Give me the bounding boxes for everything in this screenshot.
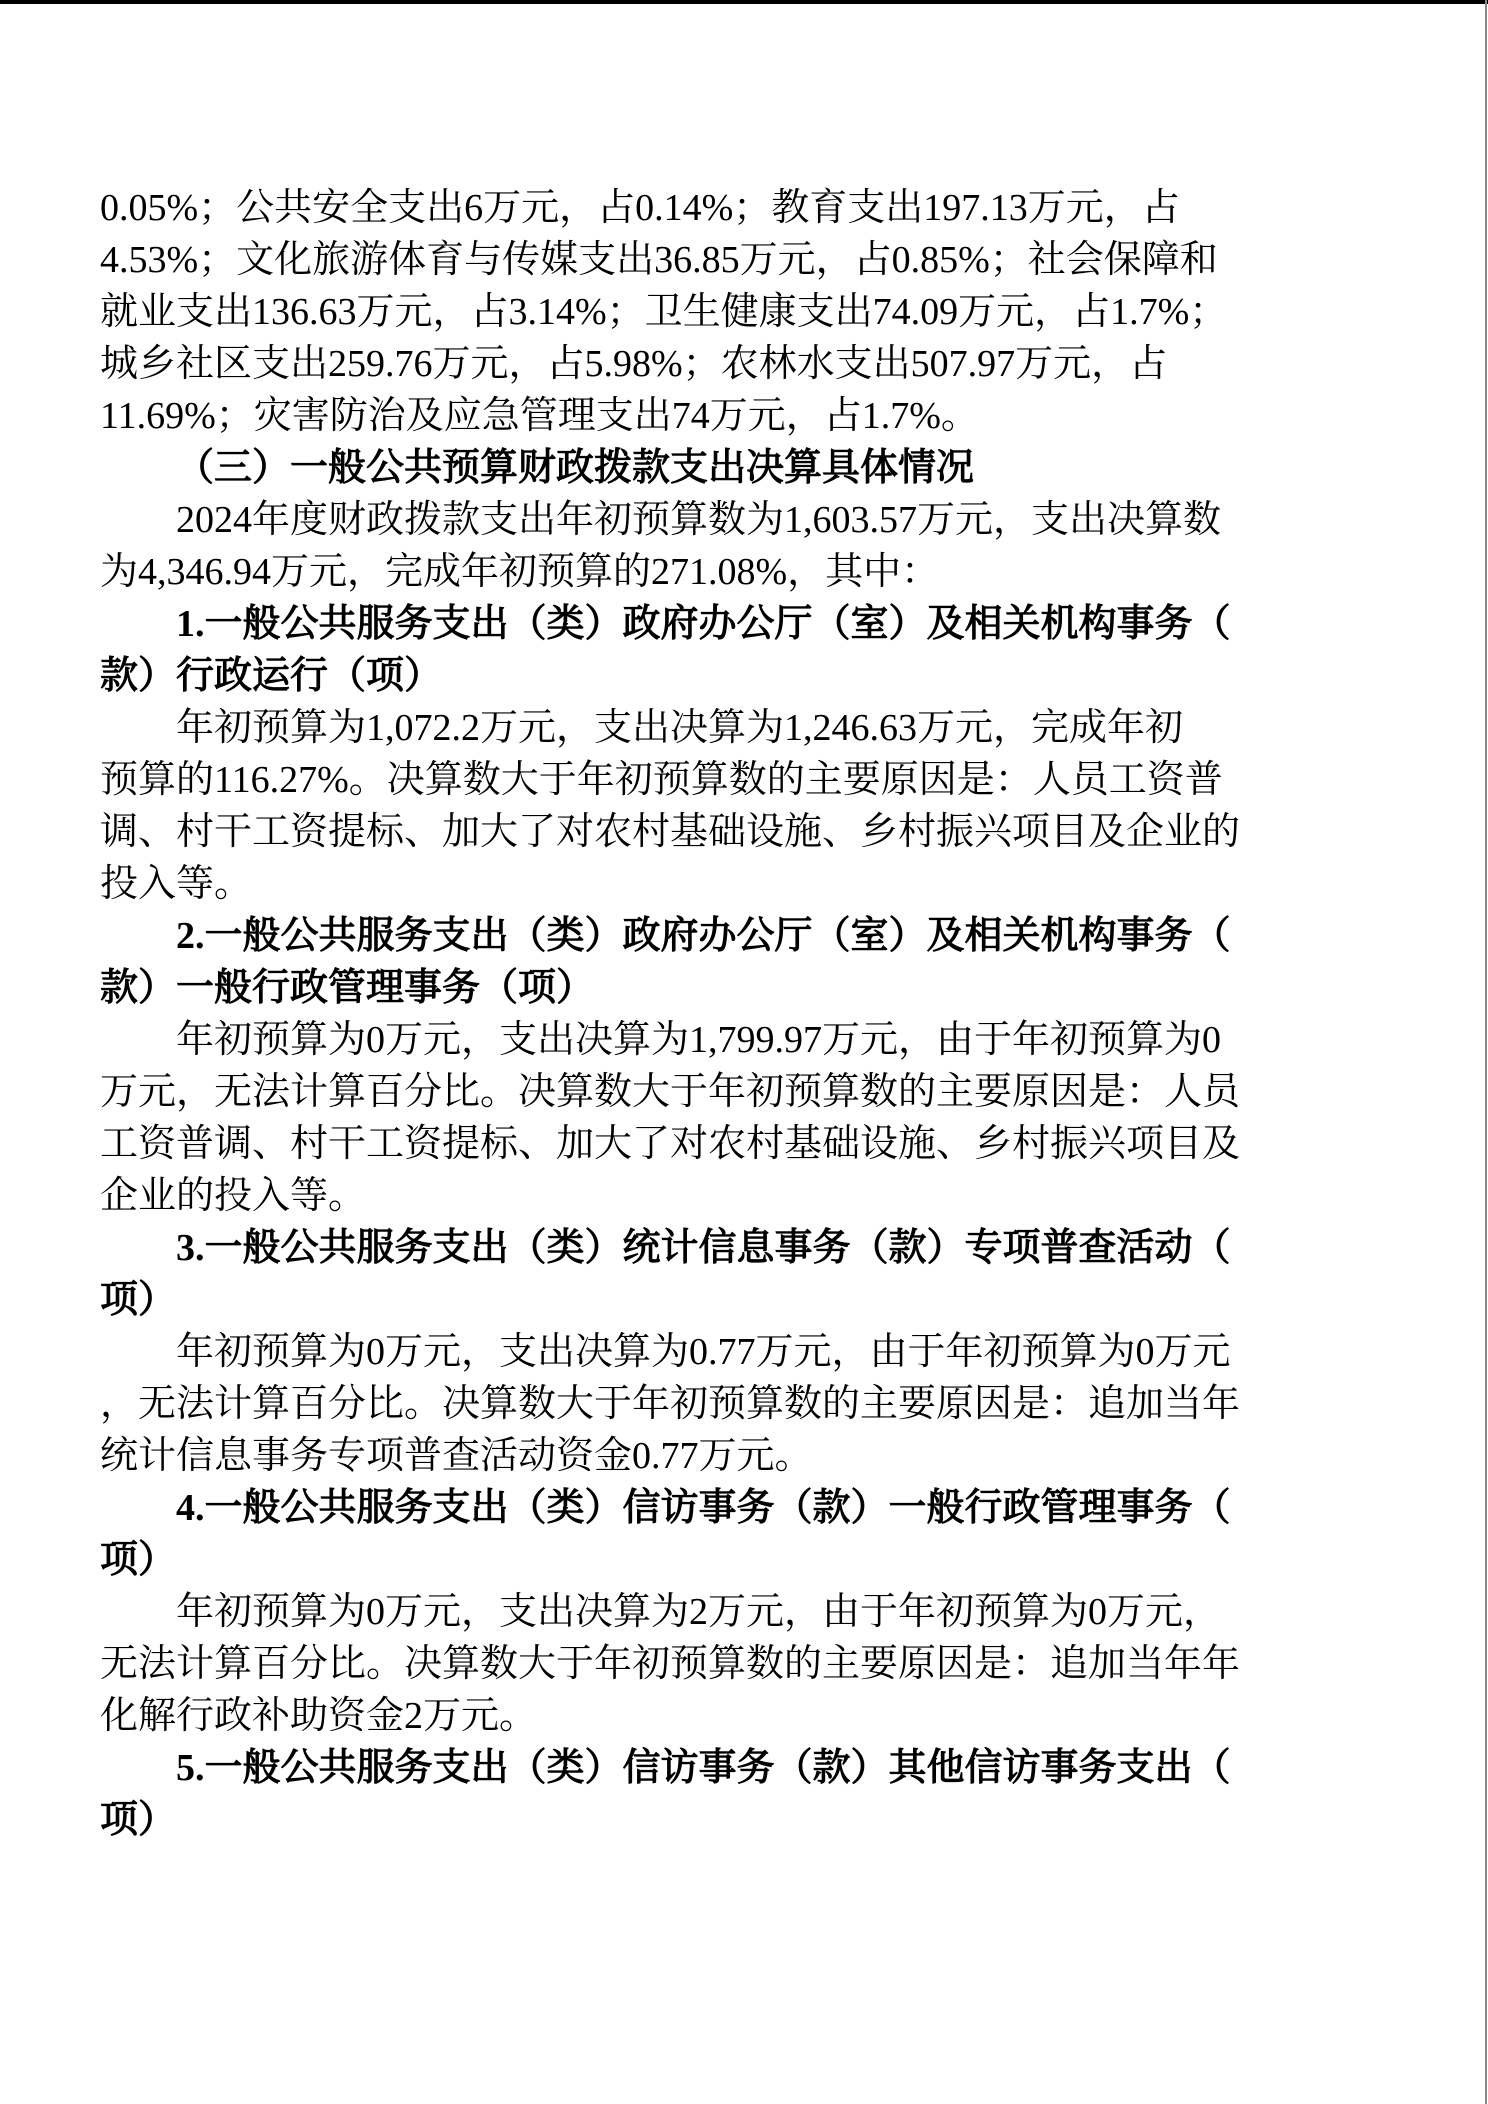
text-line: 为4,346.94万元，完成年初预算的271.08%，其中： <box>100 551 940 593</box>
text-line: 就业支出136.63万元，占3.14%；卫生健康支出74.09万元，占1.7%； <box>100 291 1228 333</box>
text-line: 万元，无法计算百分比。决算数大于年初预算数的主要原因是：人员 <box>100 1071 1241 1113</box>
heading-line: （三）一般公共预算财政拨款支出决算具体情况 <box>176 447 975 489</box>
heading-line: 项） <box>100 1539 177 1581</box>
page-top-border <box>0 0 1488 4</box>
text-line: 无法计算百分比。决算数大于年初预算数的主要原因是：追加当年年 <box>100 1643 1241 1685</box>
heading-line: 4.一般公共服务支出（类）信访事务（款）一般行政管理事务（ <box>176 1487 1231 1529</box>
text-line: 年初预算为0万元，支出决算为2万元，由于年初预算为0万元， <box>176 1591 1222 1633</box>
text-line: 0.05%；公共安全支出6万元，占0.14%；教育支出197.13万元，占 <box>100 187 1180 229</box>
text-line: ，无法计算百分比。决算数大于年初预算数的主要原因是：追加当年 <box>100 1383 1241 1425</box>
text-line: 年初预算为0万元，支出决算为1,799.97万元，由于年初预算为0 <box>176 1019 1222 1061</box>
heading-line: 5.一般公共服务支出（类）信访事务（款）其他信访事务支出（ <box>176 1747 1231 1789</box>
text-line: 年初预算为1,072.2万元，支出决算为1,246.63万元，完成年初 <box>176 707 1184 749</box>
page-right-border <box>1485 0 1487 2104</box>
heading-line: 2.一般公共服务支出（类）政府办公厅（室）及相关机构事务（ <box>176 915 1231 957</box>
text-line: 11.69%；灾害防治及应急管理支出74万元，占1.7%。 <box>100 395 979 437</box>
text-line: 统计信息事务专项普查活动资金0.77万元。 <box>100 1435 813 1477</box>
heading-line: 项） <box>100 1279 177 1321</box>
text-line: 城乡社区支出259.76万元，占5.98%；农林水支出507.97万元，占 <box>100 343 1168 385</box>
text-line: 调、村干工资提标、加大了对农村基础设施、乡村振兴项目及企业的 <box>100 811 1241 853</box>
document-body <box>100 182 1400 1846</box>
text-line: 工资普调、村干工资提标、加大了对农村基础设施、乡村振兴项目及 <box>100 1123 1241 1165</box>
heading-line: 3.一般公共服务支出（类）统计信息事务（款）专项普查活动（ <box>176 1227 1231 1269</box>
text-line: 4.53%；文化旅游体育与传媒支出36.85万元，占0.85%；社会保障和 <box>100 239 1218 281</box>
text-line: 2024年度财政拨款支出年初预算数为1,603.57万元，支出决算数 <box>176 499 1222 541</box>
text-line: 投入等。 <box>100 863 253 905</box>
text-line: 企业的投入等。 <box>100 1175 367 1217</box>
text-line: 预算的116.27%。决算数大于年初预算数的主要原因是：人员工资普 <box>100 759 1223 801</box>
heading-line: 项） <box>100 1799 177 1841</box>
text-line: 化解行政补助资金2万元。 <box>100 1695 538 1737</box>
heading-line: 1.一般公共服务支出（类）政府办公厅（室）及相关机构事务（ <box>176 603 1231 645</box>
text-line: 年初预算为0万元，支出决算为0.77万元，由于年初预算为0万元 <box>176 1331 1231 1373</box>
heading-line: 款）一般行政管理事务（项） <box>100 967 595 1009</box>
heading-line: 款）行政运行（项） <box>100 655 443 697</box>
